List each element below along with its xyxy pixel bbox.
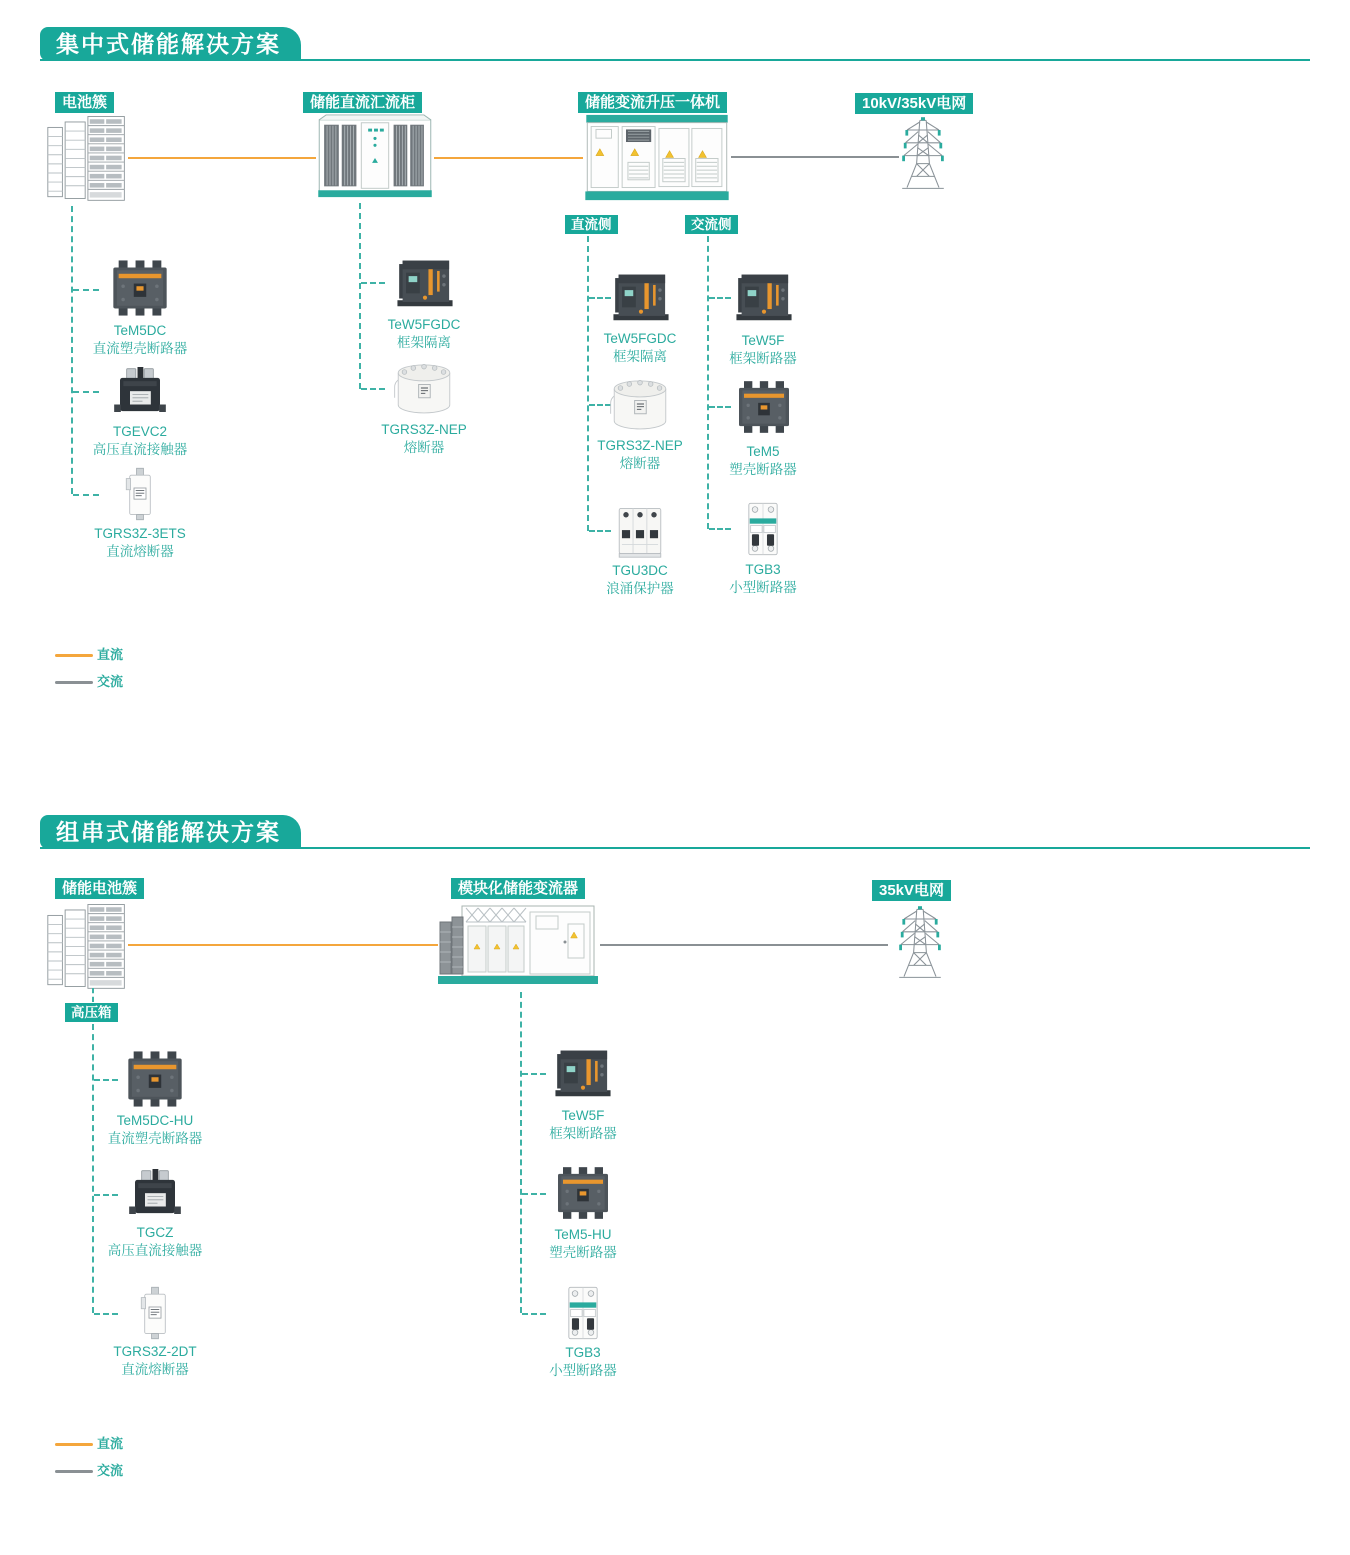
fuse-icon-tgrs3z-2dt — [137, 1285, 173, 1341]
product-caption-tgcz — [85, 1224, 225, 1260]
legend-ac-label-1: 交流 — [97, 674, 124, 689]
section1-title: 集中式储能解决方案 — [40, 27, 301, 61]
contactor-icon-tgcz — [125, 1166, 185, 1222]
connector-stub — [522, 1073, 546, 1075]
ac-line-converter-grid-1 — [731, 156, 899, 158]
node-label-grid-1: 10kV/35kV电网 — [855, 93, 973, 114]
product-caption-tgrs3z-3ets — [70, 525, 210, 561]
product-name: TGB3 — [565, 1345, 601, 1360]
dc-combiner-cabinet-icon — [316, 112, 434, 202]
product-desc: 直流塑壳断路器 — [107, 1131, 203, 1146]
converter-station-icon — [583, 112, 731, 204]
side-label-dc: 直流侧 — [565, 215, 618, 234]
product-caption-tgb3-1 — [693, 561, 833, 597]
legend-dc-label-1: 直流 — [97, 647, 124, 662]
product-desc: 高压直流接触器 — [92, 442, 188, 457]
connector-stub — [94, 1079, 118, 1081]
acb-icon-tew5f-1 — [733, 268, 795, 326]
product-caption-tem5dc-hu — [85, 1112, 225, 1148]
product-name: TeM5-HU — [554, 1227, 612, 1242]
product-desc: 框架断路器 — [549, 1126, 617, 1141]
connector-stub — [589, 530, 611, 532]
product-caption-tew5f-2 — [513, 1107, 653, 1143]
product-desc: 塑壳断路器 — [549, 1245, 617, 1260]
connector-stub — [709, 297, 731, 299]
product-caption-tgevc2 — [70, 423, 210, 459]
product-desc: 小型断路器 — [729, 580, 797, 595]
product-name: TeW5F — [561, 1108, 605, 1123]
connector-battery-hvbox — [92, 988, 94, 1002]
product-name: TGB3 — [745, 562, 781, 577]
product-caption-tew5f-1 — [693, 332, 833, 368]
product-name: TeM5DC-HU — [116, 1113, 194, 1128]
product-desc: 熔断器 — [619, 456, 661, 471]
battery-rack-icon-2 — [46, 898, 128, 993]
connector-combiner-products — [359, 203, 361, 389]
product-name: TGU3DC — [612, 563, 668, 578]
connector-stub — [709, 406, 731, 408]
product-desc: 熔断器 — [403, 440, 445, 455]
connector-stub — [94, 1313, 118, 1315]
product-caption-tem5dc — [70, 322, 210, 358]
product-desc: 直流塑壳断路器 — [92, 341, 188, 356]
node-label-converter-1: 储能变流升压一体机 — [578, 92, 727, 113]
product-caption-tem5-hu — [513, 1226, 653, 1262]
product-desc: 塑壳断路器 — [729, 462, 797, 477]
product-name: TGRS3Z-NEP — [381, 422, 467, 437]
spd-icon-tgu3dc — [612, 502, 668, 560]
product-desc: 框架隔离 — [613, 349, 667, 364]
legend-dc-line-1 — [55, 654, 93, 657]
mccb-icon-tem5 — [734, 377, 794, 437]
dc-line-battery-combiner — [128, 157, 316, 159]
mccb-icon-tem5dc — [108, 257, 172, 319]
product-desc: 直流熔断器 — [121, 1362, 189, 1377]
side-label-ac: 交流侧 — [685, 215, 738, 234]
product-name: TeM5DC — [113, 323, 167, 338]
node-label-converter-2: 模块化储能变流器 — [451, 878, 585, 899]
product-name: TGRS3Z-NEP — [597, 438, 683, 453]
connector-stub — [73, 289, 99, 291]
product-caption-tem5 — [693, 443, 833, 479]
product-name: TGRS3Z-3ETS — [94, 526, 186, 541]
connector-stub — [361, 282, 385, 284]
product-caption-tgu3dc — [570, 562, 710, 598]
power-tower-icon-1 — [899, 114, 947, 194]
product-name: TeW5FGDC — [603, 331, 677, 346]
product-desc: 框架隔离 — [397, 335, 451, 350]
product-name: TeW5F — [741, 333, 785, 348]
legend-dc-line-2 — [55, 1443, 93, 1446]
product-desc: 框架断路器 — [729, 351, 797, 366]
connector-stub — [709, 528, 731, 530]
contactor-icon-tgevc2 — [110, 364, 170, 420]
connector-hvbox-products — [92, 1024, 94, 1313]
connector-ac-side-products — [707, 236, 709, 529]
acb-icon-tew5f-2 — [552, 1044, 614, 1102]
connector-converter-products — [520, 992, 522, 1313]
node-label-grid-2: 35kV电网 — [872, 880, 951, 901]
fuse-icon-tgrs3z-nep-1 — [392, 360, 456, 416]
power-tower-icon-2 — [896, 903, 944, 983]
mcb-icon-tgb3-1 — [740, 500, 786, 558]
product-desc: 直流熔断器 — [106, 544, 174, 559]
connector-dc-side-products — [587, 236, 589, 531]
product-caption-tew5fgdc-1 — [354, 316, 494, 352]
dc-line-combiner-converter — [434, 157, 583, 159]
hv-box-label: 高压箱 — [65, 1003, 118, 1022]
connector-stub — [522, 1193, 546, 1195]
connector-stub — [361, 388, 385, 390]
mccb-icon-tem5-hu — [553, 1163, 613, 1223]
product-desc: 小型断路器 — [549, 1363, 617, 1378]
battery-rack-icon — [46, 110, 128, 205]
legend-dc-label-2: 直流 — [97, 1436, 124, 1451]
product-name: TGCZ — [136, 1225, 174, 1240]
connector-stub — [589, 297, 611, 299]
product-caption-tgrs3z-nep-1 — [354, 421, 494, 457]
product-caption-tgb3-2 — [513, 1344, 653, 1380]
fuse-icon-tgrs3z-nep-2 — [608, 376, 672, 432]
legend-ac-line-2 — [55, 1470, 93, 1473]
product-name: TGEVC2 — [112, 424, 167, 439]
acb-icon-tew5fgdc-2 — [610, 268, 672, 326]
fuse-icon-tgrs3z-3ets — [122, 466, 158, 522]
product-caption-tew5fgdc-2 — [570, 330, 710, 366]
connector-stub — [522, 1313, 546, 1315]
product-name: TeW5FGDC — [387, 317, 461, 332]
mcb-icon-tgb3-2 — [560, 1284, 606, 1342]
node-label-battery-2: 储能电池簇 — [55, 878, 144, 899]
product-caption-tgrs3z-2dt — [85, 1343, 225, 1379]
connector-stub — [73, 391, 99, 393]
product-desc: 浪涌保护器 — [606, 581, 674, 596]
connector-stub — [73, 494, 99, 496]
connector-stub — [94, 1194, 118, 1196]
node-label-battery-1: 电池簇 — [55, 92, 114, 113]
product-name: TGRS3Z-2DT — [113, 1344, 197, 1359]
legend-ac-line-1 — [55, 681, 93, 684]
mccb-icon-tem5dc-hu — [123, 1048, 187, 1110]
dc-line-battery-converter — [128, 944, 438, 946]
product-caption-tgrs3z-nep-2 — [570, 437, 710, 473]
legend-ac-label-2: 交流 — [97, 1463, 124, 1478]
node-label-combiner: 储能直流汇流柜 — [303, 92, 422, 113]
ac-line-converter-grid-2 — [600, 944, 888, 946]
product-name: TeM5 — [746, 444, 780, 459]
product-desc: 高压直流接触器 — [107, 1243, 203, 1258]
modular-converter-icon — [438, 900, 600, 988]
section2-title: 组串式储能解决方案 — [40, 815, 301, 849]
acb-icon-tew5fgdc-1 — [394, 254, 456, 312]
